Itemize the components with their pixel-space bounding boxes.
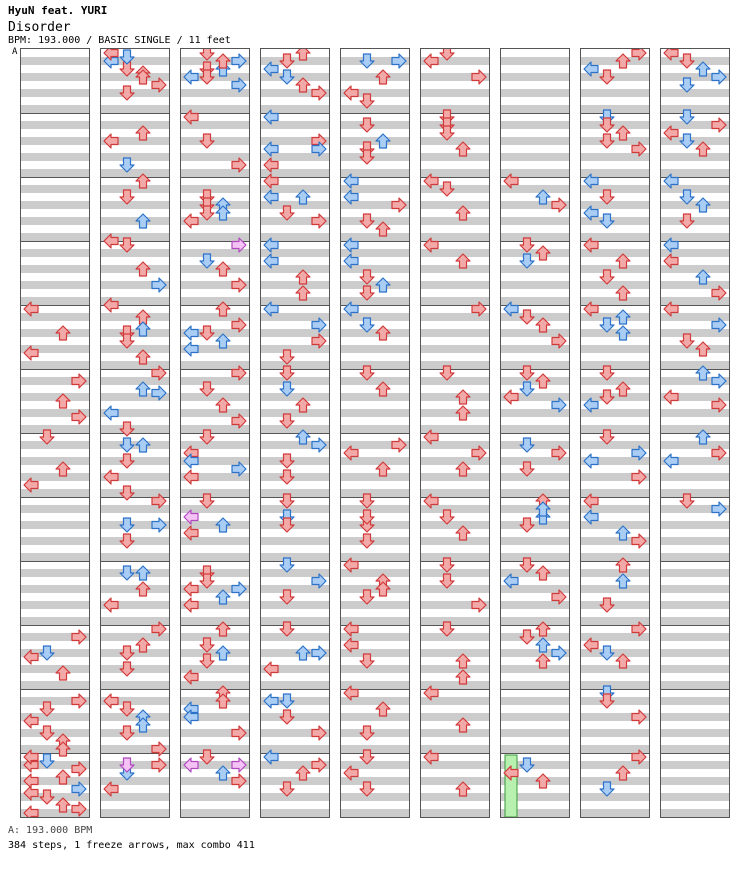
step-arrow-down — [120, 566, 134, 580]
freeze-arrow — [505, 755, 517, 817]
chart-info: BPM: 193.000 / BASIC SINGLE / 11 feet — [8, 35, 231, 46]
step-arrow-right — [72, 374, 86, 388]
step-arrow-down — [360, 54, 374, 68]
chart-column-1 — [20, 48, 90, 818]
step-arrow-left — [184, 470, 198, 484]
step-arrow-up — [616, 326, 630, 340]
bpm-footer: A: 193.000 BPM — [8, 825, 93, 836]
step-arrow-down — [280, 54, 294, 68]
step-arrow-up — [136, 582, 150, 596]
step-arrow-up — [216, 262, 230, 276]
chart-column-6 — [420, 48, 490, 818]
step-arrow-down — [520, 310, 534, 324]
step-arrow-left — [424, 54, 438, 68]
step-arrow-down — [600, 390, 614, 404]
step-arrow-up — [456, 406, 470, 420]
step-arrow-up — [696, 342, 710, 356]
step-arrow-left — [104, 694, 118, 708]
step-arrow-down — [120, 646, 134, 660]
step-arrow-up — [536, 374, 550, 388]
chart-column-8 — [580, 48, 650, 818]
step-arrow-up — [376, 582, 390, 596]
step-arrow-right — [632, 710, 646, 724]
step-arrow-down — [200, 326, 214, 340]
step-arrow-down — [280, 694, 294, 708]
step-arrow-down — [600, 118, 614, 132]
step-arrow-down — [520, 438, 534, 452]
step-arrow-down — [360, 118, 374, 132]
step-arrow-down — [200, 134, 214, 148]
chart-column-7 — [500, 48, 570, 818]
step-arrow-down — [360, 534, 374, 548]
chart-column-4 — [260, 48, 330, 818]
step-arrow-right — [312, 214, 326, 228]
step-arrow-left — [184, 214, 198, 228]
step-arrow-up — [216, 518, 230, 532]
step-arrow-right — [552, 646, 566, 660]
step-arrow-up — [376, 134, 390, 148]
step-arrow-right — [72, 694, 86, 708]
step-arrow-down — [520, 630, 534, 644]
step-arrow-right — [632, 534, 646, 548]
step-arrow-up — [536, 502, 550, 516]
step-arrow-down — [120, 518, 134, 532]
step-arrow-right — [312, 438, 326, 452]
step-arrow-left — [104, 598, 118, 612]
step-arrow-up — [216, 694, 230, 708]
step-arrow-left — [184, 326, 198, 340]
step-arrow-right — [712, 374, 726, 388]
step-arrow-up — [456, 390, 470, 404]
step-arrow-down — [360, 150, 374, 164]
bpm-marker: A — [12, 47, 18, 57]
step-arrow-down — [280, 454, 294, 468]
step-arrow-left — [184, 758, 198, 772]
step-arrow-down — [120, 662, 134, 676]
step-arrow-left — [584, 454, 598, 468]
step-arrow-right — [312, 646, 326, 660]
step-arrow-up — [376, 70, 390, 84]
step-arrow-right — [712, 118, 726, 132]
step-arrow-right — [72, 630, 86, 644]
step-arrow-down — [120, 726, 134, 740]
step-arrow-down — [600, 70, 614, 84]
step-arrow-up — [376, 278, 390, 292]
step-arrow-right — [712, 70, 726, 84]
step-arrow-left — [24, 774, 38, 788]
step-arrow-down — [360, 726, 374, 740]
step-arrow-left — [24, 806, 38, 817]
step-arrow-right — [152, 758, 166, 772]
step-arrow-left — [664, 390, 678, 404]
step-arrow-down — [680, 214, 694, 228]
step-arrow-down — [200, 70, 214, 84]
step-arrow-right — [232, 278, 246, 292]
step-arrow-left — [344, 86, 358, 100]
step-arrow-right — [712, 502, 726, 516]
step-arrow-up — [616, 54, 630, 68]
step-arrow-down — [120, 758, 134, 772]
step-arrow-up — [136, 214, 150, 228]
step-arrow-up — [536, 774, 550, 788]
song-title: Disorder — [8, 20, 71, 35]
step-arrow-down — [360, 214, 374, 228]
stats-footer: 384 steps, 1 freeze arrows, max combo 411 — [8, 840, 255, 851]
step-arrow-right — [312, 86, 326, 100]
step-arrow-left — [104, 470, 118, 484]
step-arrow-right — [552, 198, 566, 212]
step-arrow-up — [56, 326, 70, 340]
song-artist: HyuN feat. YURI — [8, 4, 108, 17]
step-arrow-left — [664, 454, 678, 468]
step-arrow-right — [392, 198, 406, 212]
step-arrow-down — [600, 646, 614, 660]
step-arrow-right — [232, 582, 246, 596]
step-arrow-down — [280, 518, 294, 532]
step-arrow-up — [136, 566, 150, 580]
chart-column-2 — [100, 48, 170, 818]
step-arrow-right — [232, 54, 246, 68]
step-arrow-left — [184, 70, 198, 84]
step-arrow-right — [232, 774, 246, 788]
step-arrow-down — [680, 54, 694, 68]
step-arrow-up — [216, 54, 230, 68]
step-arrow-down — [280, 710, 294, 724]
step-arrow-up — [696, 198, 710, 212]
step-arrow-left — [184, 598, 198, 612]
step-arrow-left — [104, 134, 118, 148]
step-arrow-up — [296, 646, 310, 660]
step-arrow-down — [520, 758, 534, 772]
step-arrow-down — [440, 182, 454, 196]
chart-column-9 — [660, 48, 730, 818]
step-arrow-right — [152, 518, 166, 532]
step-arrow-down — [600, 134, 614, 148]
step-arrow-up — [376, 326, 390, 340]
step-arrow-down — [520, 518, 534, 532]
step-arrow-right — [632, 470, 646, 484]
step-arrow-up — [536, 566, 550, 580]
step-arrow-down — [120, 534, 134, 548]
step-arrow-right — [232, 726, 246, 740]
step-arrow-left — [264, 662, 278, 676]
step-arrow-down — [120, 454, 134, 468]
step-arrow-up — [536, 246, 550, 260]
step-arrow-down — [40, 646, 54, 660]
step-arrow-right — [392, 54, 406, 68]
step-arrow-left — [264, 694, 278, 708]
step-arrow-right — [392, 438, 406, 452]
step-arrow-down — [600, 598, 614, 612]
step-arrow-up — [616, 310, 630, 324]
step-arrow-right — [472, 70, 486, 84]
step-arrow-up — [136, 262, 150, 276]
chart-column-5 — [340, 48, 410, 818]
step-arrow-right — [152, 278, 166, 292]
step-arrow-up — [136, 438, 150, 452]
step-arrow-left — [504, 390, 518, 404]
step-arrow-left — [104, 406, 118, 420]
step-arrow-right — [472, 598, 486, 612]
step-arrow-right — [312, 758, 326, 772]
step-arrow-left — [184, 582, 198, 596]
step-arrow-right — [232, 758, 246, 772]
step-arrow-down — [600, 214, 614, 228]
step-arrow-down — [120, 86, 134, 100]
step-arrow-right — [312, 726, 326, 740]
step-arrow-down — [680, 134, 694, 148]
step-arrow-down — [280, 70, 294, 84]
step-arrow-down — [40, 790, 54, 804]
step-arrow-up — [216, 646, 230, 660]
step-arrow-down — [280, 470, 294, 484]
step-arrow-down — [40, 726, 54, 740]
step-arrow-down — [600, 694, 614, 708]
chart-column-3 — [180, 48, 250, 818]
step-arrow-down — [120, 438, 134, 452]
step-arrow-left — [184, 342, 198, 356]
